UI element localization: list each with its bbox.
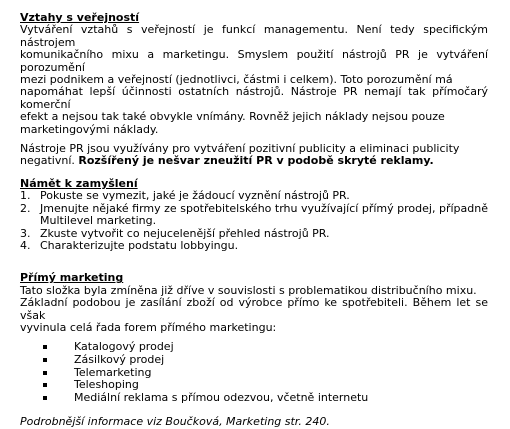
square-bullet-icon xyxy=(43,396,47,400)
list-item xyxy=(20,240,488,252)
item-text: Telemarketing xyxy=(74,365,152,379)
section-heading-public-relations: Vztahy s veřejností xyxy=(20,11,140,24)
text-line: komunikačního mixu a marketingu. Smyslem použití nástrojů PR je vytváření porozumění xyxy=(20,48,488,74)
text-line: efekt a nejsou tak také obvykle vnímány. Rovněž jejich náklady nejsou pouze xyxy=(20,110,445,124)
item-text: Mediální reklama s přímou odezvou, včetně internetu xyxy=(74,390,369,404)
square-bullet-icon xyxy=(43,383,47,387)
item-text: Zkuste vytvořit co nejucelenější přehled nástrojů PR. xyxy=(40,226,330,240)
text-line: Nástroje PR jsou využívány pro vytváření pozitivní publicity a eliminaci publicity xyxy=(20,142,460,156)
text-line: Vytváření vztahů s veřejností je funkcí managementu. Není tedy specifickým nástrojem xyxy=(20,23,488,49)
square-bullet-icon xyxy=(43,358,47,362)
text-line xyxy=(20,155,488,167)
reference-note: Podrobnější informace viz Boučková, Marketing str. 240. xyxy=(20,415,330,429)
item-text: Jmenujte nějaké firmy ze spotřebitelského trhu využívající přímý prodej, případně Multilevel marketing. xyxy=(40,201,488,228)
section-heading-direct-marketing: Přímý marketing xyxy=(20,271,124,285)
bold-statement: Rozšířený je nešvar zneužití PR v podobě skryté reklamy. xyxy=(78,154,434,168)
direct-marketing-forms-list xyxy=(20,341,488,404)
item-text: Zásilkový prodej xyxy=(74,352,165,366)
text-line: marketingovými náklady. xyxy=(20,122,159,136)
text-line: Tato složka byla zmíněna již dříve v souvislosti s problematikou distribučního mixu. xyxy=(20,283,477,297)
item-number: 1. xyxy=(20,189,31,203)
reflection-list xyxy=(20,190,488,252)
item-number: 4. xyxy=(20,238,31,252)
item-text: Charakterizujte podstatu lobbyingu. xyxy=(40,238,239,252)
square-bullet-icon xyxy=(43,345,47,349)
item-text: Pokuste se vymezit, jaké je žádoucí vyznění nástrojů PR. xyxy=(40,189,350,203)
section-heading-reflection: Námět k zamyšlení xyxy=(20,176,138,190)
text-line: mezi podnikem a veřejností (jednotlivci, částmi i celkem). Toto porozumění má xyxy=(20,73,453,87)
text-fragment: negativní. xyxy=(20,154,75,168)
publicity-paragraph xyxy=(20,143,488,168)
list-item xyxy=(20,392,488,405)
item-text: Teleshoping xyxy=(74,378,139,392)
item-text: Katalogový prodej xyxy=(74,340,174,354)
text-line: napomáhat lepší účinnosti ostatních nástrojů. Nástroje PR nemají tak přímočarý komerční xyxy=(20,85,488,111)
direct-marketing-paragraph xyxy=(20,285,488,335)
item-number: 3. xyxy=(20,226,31,240)
item-number: 2. xyxy=(20,201,31,215)
pr-paragraph xyxy=(20,24,488,136)
list-item xyxy=(20,203,488,228)
square-bullet-icon xyxy=(43,371,47,375)
text-line: vyvinula celá řada forem přímého marketingu: xyxy=(20,320,277,334)
text-line: Základní podobou je zasílání zboží od výrobce přímo ke spotřebiteli. Během let se však xyxy=(20,296,488,322)
